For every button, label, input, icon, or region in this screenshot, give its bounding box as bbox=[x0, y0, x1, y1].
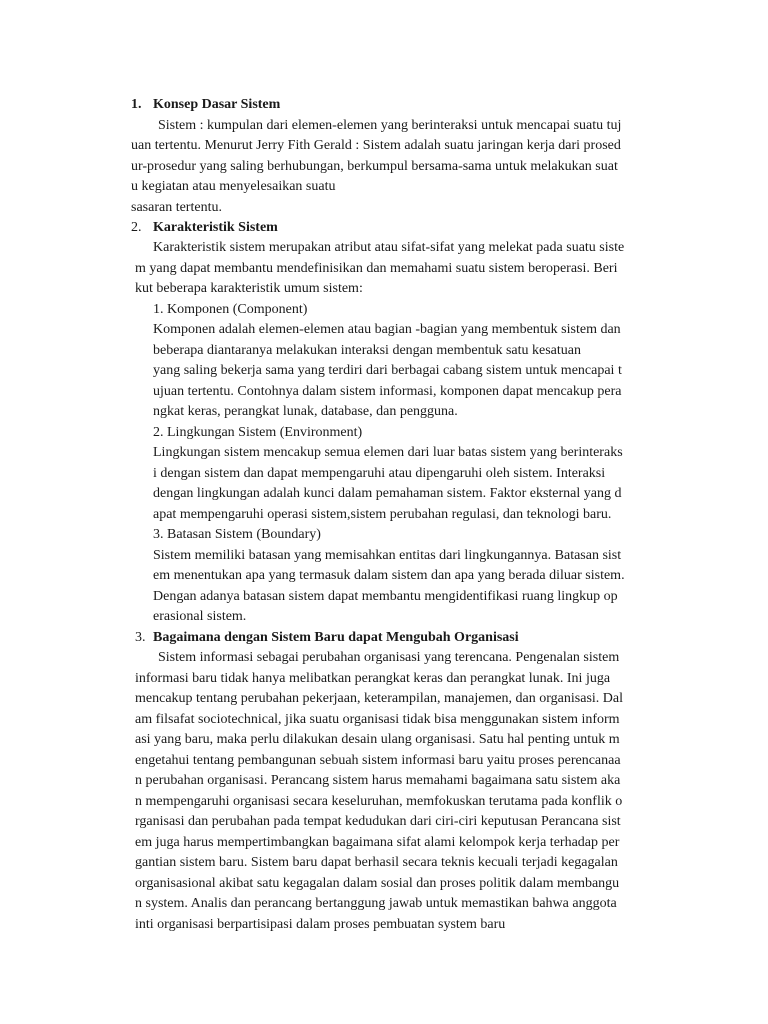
paragraph-line: em juga harus mempertimbangkan bagaimana sifat alami kelompok kerja terhadap per bbox=[135, 835, 620, 850]
item-line: erasional sistem. bbox=[153, 609, 247, 624]
paragraph-line: mencakup tentang perubahan pekerjaan, keterampilan, manajemen, dan organisasi. Dal bbox=[135, 691, 623, 706]
item-line: beberapa diantaranya melakukan interaksi dengan membentuk satu kesatuan bbox=[153, 343, 581, 358]
paragraph-line: ur-prosedur yang saling berhubungan, berkumpul bersama-sama untuk melakukan suat bbox=[131, 159, 618, 174]
item-title: 2. Lingkungan Sistem (Environment) bbox=[153, 425, 363, 440]
paragraph-line: m yang dapat membantu mendefinisikan dan memahami suatu sistem beroperasi. Beri bbox=[135, 261, 618, 276]
paragraph-line: am filsafat sociotechnical, jika suatu organisasi tidak bisa menggunakan sistem inform bbox=[135, 712, 620, 727]
section-number: 1. bbox=[131, 97, 142, 112]
section-heading: Karakteristik Sistem bbox=[153, 220, 278, 235]
paragraph-line: u kegiatan atau menyelesaikan suatu bbox=[131, 179, 336, 194]
section-number: 2. bbox=[131, 220, 142, 235]
paragraph-line: Karakteristik sistem merupakan atribut atau sifat-sifat yang melekat pada suatu siste bbox=[153, 240, 625, 255]
item-title: 3. Batasan Sistem (Boundary) bbox=[153, 527, 321, 542]
section-heading: Bagaimana dengan Sistem Baru dapat Mengubah Organisasi bbox=[153, 630, 519, 645]
paragraph-line: engetahui tentang pembangunan sebuah sistem informasi baru yaitu proses perencanaa bbox=[135, 753, 621, 768]
item-line: Sistem memiliki batasan yang memisahkan entitas dari lingkungannya. Batasan sist bbox=[153, 548, 622, 563]
paragraph-line: Sistem informasi sebagai perubahan organisasi yang terencana. Pengenalan sistem bbox=[158, 650, 620, 665]
paragraph-line: informasi baru tidak hanya melibatkan perangkat keras dan perangkat lunak. Ini juga bbox=[135, 671, 611, 686]
paragraph-line: Sistem : kumpulan dari elemen-elemen yang berinteraksi untuk mencapai suatu tuj bbox=[158, 118, 622, 133]
item-line: yang saling bekerja sama yang terdiri dari berbagai cabang sistem untuk mencapai t bbox=[153, 363, 622, 378]
paragraph-line: uan tertentu. Menurut Jerry Fith Gerald : Sistem adalah suatu jaringan kerja dari prosed bbox=[131, 138, 621, 153]
item-line: i dengan sistem dan dapat mempengaruhi atau dipengaruhi oleh sistem. Interaksi bbox=[153, 466, 606, 481]
item-line: Dengan adanya batasan sistem dapat membantu mengidentifikasi ruang lingkup op bbox=[153, 589, 618, 604]
item-line: dengan lingkungan adalah kunci dalam pemahaman sistem. Faktor eksternal yang d bbox=[153, 486, 622, 501]
item-line: Komponen adalah elemen-elemen atau bagian -bagian yang membentuk sistem dan bbox=[153, 322, 621, 337]
paragraph-line: n system. Analis dan perancang bertanggung jawab untuk memastikan bahwa anggota bbox=[135, 896, 617, 911]
paragraph-line: sasaran tertentu. bbox=[131, 200, 222, 215]
section-heading: Konsep Dasar Sistem bbox=[153, 97, 281, 112]
paragraph-line: organisasional akibat satu kegagalan dalam sosial dan proses politik dalam membangu bbox=[135, 876, 620, 891]
section-number: 3. bbox=[135, 630, 146, 645]
paragraph-line: kut beberapa karakteristik umum sistem: bbox=[135, 281, 363, 296]
paragraph-line: rganisasi dan perubahan pada tempat kedudukan dari ciri-ciri keputusan Perancana sist bbox=[135, 814, 621, 829]
item-line: ujuan tertentu. Contohnya dalam sistem informasi, komponen dapat mencakup pera bbox=[153, 384, 622, 399]
paragraph-line: gantian sistem baru. Sistem baru dapat berhasil secara teknis kecuali terjadi kegagalan bbox=[135, 855, 618, 870]
paragraph-line: n perubahan organisasi. Perancang sistem harus memahami bagaimana satu sistem aka bbox=[135, 773, 621, 788]
paragraph-line: asi yang baru, maka perlu dilakukan desain ulang organisasi. Satu hal penting untuk m bbox=[135, 732, 620, 747]
item-line: Lingkungan sistem mencakup semua elemen dari luar batas sistem yang berinteraks bbox=[153, 445, 623, 460]
paragraph-line: n mempengaruhi organisasi secara keseluruhan, memfokuskan terutama pada konflik o bbox=[135, 794, 623, 809]
paragraph-line: inti organisasi berpartisipasi dalam proses pembuatan system baru bbox=[135, 917, 506, 932]
item-title: 1. Komponen (Component) bbox=[153, 302, 308, 317]
item-line: apat mempengaruhi operasi sistem,sistem perubahan regulasi, dan teknologi baru. bbox=[153, 507, 612, 522]
item-line: ngkat keras, perangkat lunak, database, dan pengguna. bbox=[153, 404, 458, 419]
item-line: em menentukan apa yang termasuk dalam sistem dan apa yang berada diluar sistem. bbox=[153, 568, 625, 583]
